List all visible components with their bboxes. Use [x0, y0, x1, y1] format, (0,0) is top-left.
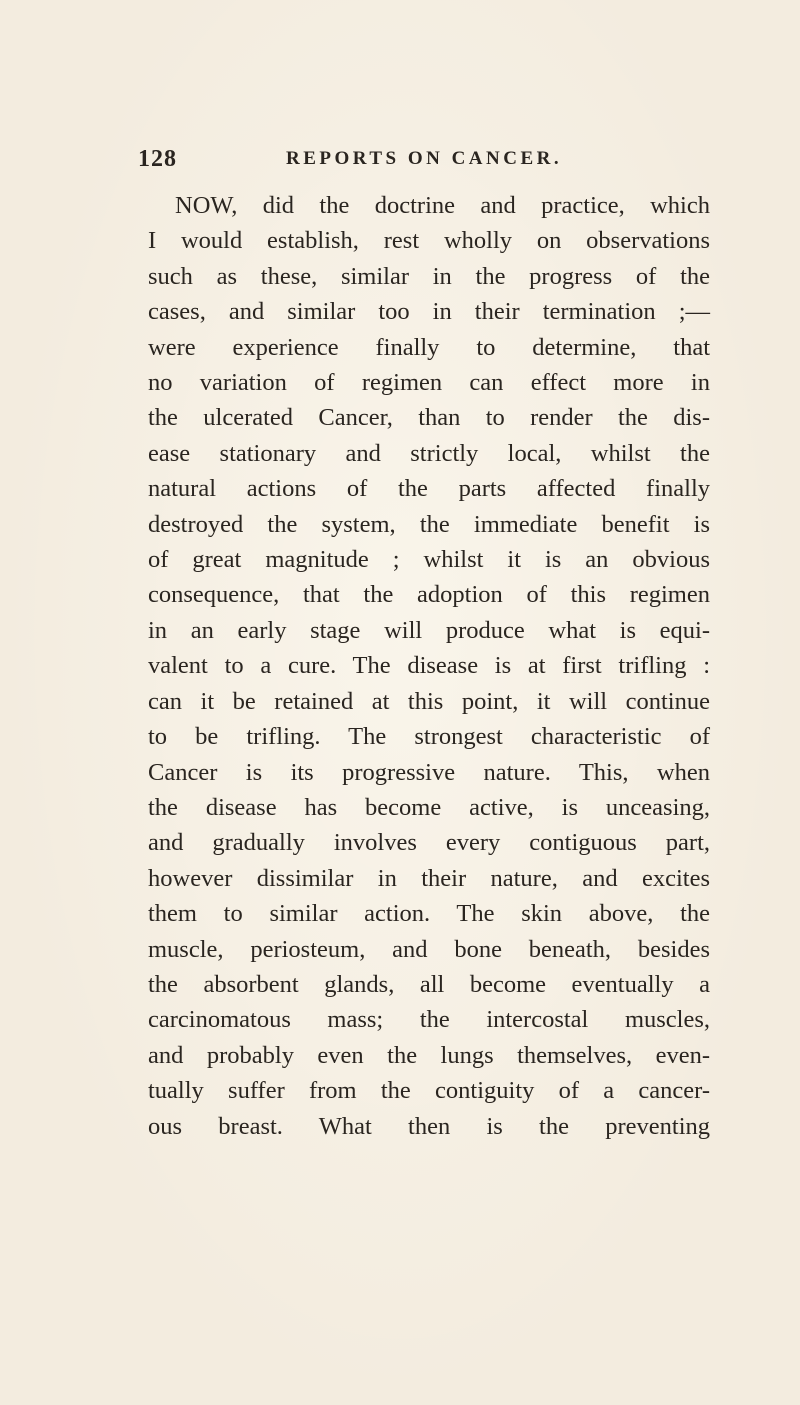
text-line: NOW, did the doctrine and practice, which — [175, 192, 710, 219]
text-line: carcinomatous mass; the intercostal muscles, — [148, 1006, 710, 1034]
text-line: destroyed the system, the immediate benefit is — [148, 510, 710, 538]
text-line: and gradually involves every contiguous part, — [148, 829, 710, 857]
text-line: however dissimilar in their nature, and excites — [148, 864, 710, 892]
page-number: 128 — [138, 146, 177, 172]
text-line: no variation of regimen can effect more in — [148, 369, 710, 397]
running-head: REPORTS ON CANCER. — [286, 148, 563, 169]
text-line: and probably even the lungs themselves, even- — [148, 1041, 710, 1069]
text-line: of great magnitude ; whilst it is an obvious — [148, 546, 710, 574]
text-line: valent to a cure. The disease is at first trifling : — [148, 652, 710, 680]
body-paragraph — [148, 188, 710, 1144]
text-line: were experience finally to determine, that — [148, 333, 710, 361]
text-line: muscle, periosteum, and bone beneath, besides — [148, 935, 710, 963]
page-header — [138, 146, 698, 180]
text-line: consequence, that the adoption of this regimen — [148, 581, 710, 609]
text-line: such as these, similar in the progress of the — [148, 262, 710, 290]
text-line: can it be retained at this point, it will continue — [148, 687, 710, 715]
text-line: them to similar action. The skin above, the — [148, 900, 710, 928]
text-line: to be trifling. The strongest characteristic of — [148, 723, 710, 751]
text-line: natural actions of the parts affected finally — [148, 475, 710, 503]
text-line: the disease has become active, is unceasing, — [148, 793, 710, 821]
text-line: I would establish, rest wholly on observations — [148, 227, 710, 255]
text-line: cases, and similar too in their termination ;— — [148, 298, 710, 326]
text-line: ous breast. What then is the preventing — [148, 1112, 710, 1140]
text-line: ease stationary and strictly local, whilst the — [148, 439, 710, 467]
text-line: Cancer is its progressive nature. This, when — [148, 758, 710, 786]
text-line: tually suffer from the contiguity of a cancer- — [148, 1077, 710, 1105]
text-line: in an early stage will produce what is equi- — [148, 616, 710, 644]
text-line: the absorbent glands, all become eventually a — [148, 970, 710, 998]
text-line: the ulcerated Cancer, than to render the dis- — [148, 404, 710, 432]
